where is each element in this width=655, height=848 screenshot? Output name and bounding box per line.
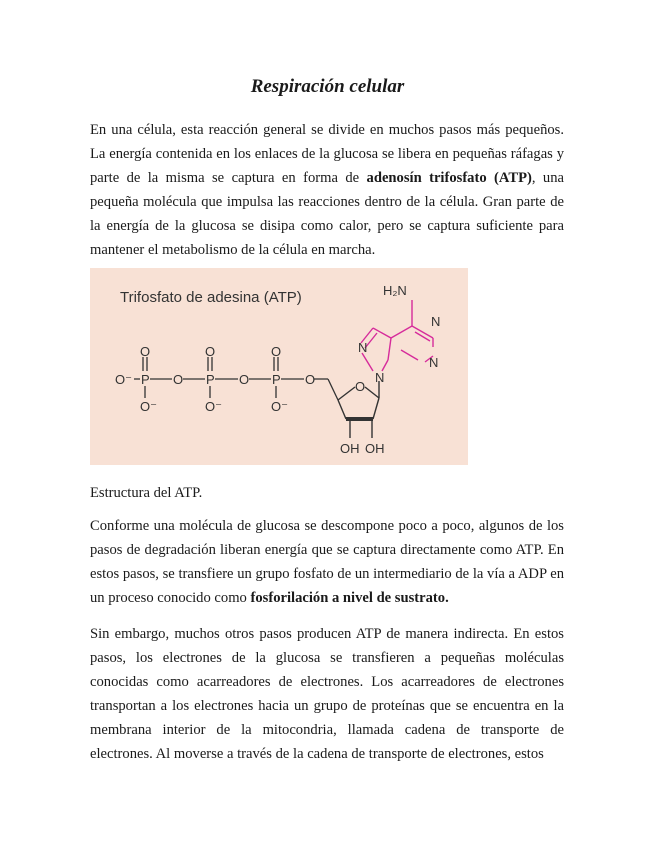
figure-caption: Estructura del ATP. xyxy=(90,485,203,501)
oxygen-label: O xyxy=(205,344,216,359)
atp-molecule-diagram xyxy=(90,268,468,465)
oxygen-label: O xyxy=(305,372,316,387)
paragraph-intro-text-end: , una pequeña molécula que impulsa las reacciones dentro de la célula. Gran parte de la energía de la glucosa se disipa como calor, pero se captura suficiente para mantener el metabolismo de la célula en marcha. xyxy=(90,170,564,258)
hydroxyl-label: OH xyxy=(340,441,360,456)
oxygen-label: O xyxy=(239,372,250,387)
nitrogen-label: N xyxy=(358,340,368,355)
anion-label: O⁻ xyxy=(115,372,132,387)
phosphorus-label: P xyxy=(272,372,281,387)
paragraph-electron-transport: Sin embargo, muchos otros pasos producen ATP de manera indirecta. En estos pasos, los electrones de la glucosa se transfieren a pequeñas moléculas conocidas como acarreadores de electrones. Los acarreadores de electrones transportan a los electrones hacia un grupo de proteínas que se encuentra en la membrana interior de la mitocondria, llamada cadena de transporte de electrones. Al moverse a través de la cadena de transporte de electrones, estos xyxy=(90,626,564,762)
oxygen-label: O xyxy=(355,379,366,394)
hydroxyl-label: OH xyxy=(365,441,385,456)
paragraph-substrate-text: Conforme una molécula de glucosa se descompone poco a poco, algunos de los pasos de degradación liberan energía que se captura directamente como ATP. En estos pasos, se transfiere un grupo fosfato de un intermediario de la vía a ADP en un proceso conocido como xyxy=(90,518,564,606)
anion-label: O⁻ xyxy=(205,399,222,414)
oxygen-label: O xyxy=(271,344,282,359)
phosphorus-label: P xyxy=(206,372,215,387)
paragraph-substrate xyxy=(90,514,564,610)
oxygen-label: O xyxy=(173,372,184,387)
anion-label: O⁻ xyxy=(271,399,288,414)
nitrogen-label: N xyxy=(375,370,385,385)
adenine-rings xyxy=(361,300,433,371)
atp-structure-figure xyxy=(90,268,468,465)
nitrogen-label: N xyxy=(429,355,439,370)
phosphorus-label: P xyxy=(141,372,150,387)
nitrogen-label: N xyxy=(431,314,441,329)
substrate-phosphorylation-term: fosforilación a nivel de sustrato. xyxy=(250,590,449,606)
atp-term: adenosín trifosfato (ATP) xyxy=(366,170,532,186)
paragraph-intro-text: En una célula, esta reacción general se divide en muchos pasos más pequeños. La energía contenida en los enlaces de la glucosa se libera en pequeñas ráfagas y parte de la misma se captura en forma de xyxy=(90,122,564,186)
amine-label: H₂N xyxy=(383,283,407,298)
anion-label: O⁻ xyxy=(140,399,157,414)
oxygen-label: O xyxy=(140,344,151,359)
page-title: Respiración celular xyxy=(250,76,405,97)
figure-label: Trifosfato de adesina (ATP) xyxy=(120,289,302,306)
paragraph-intro xyxy=(90,118,564,262)
